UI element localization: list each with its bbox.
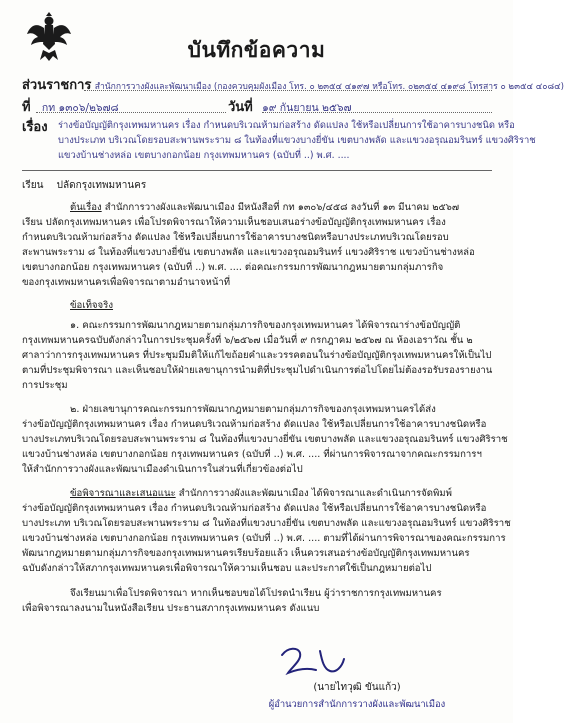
fact-line: ร่างข้อบัญญัติกรุงเทพมหานคร เรื่อง กำหนดบริเวณห้ามก่อสร้าง ดัดแปลง ใช้หรือเปลี่ยนการใช้อาคารบางชนิดหรือ (22, 419, 487, 430)
agency-value: สำนักการวางผังและพัฒนาเมือง (กองควบคุมผังเมือง โทร. ๐ ๒๓๕๔ ๔๑๙๗ หรือโทร. ๐๒๓๕๔ ๔๑๙๘ โทรสาร ๐ ๒๓๕๔ ๔๐๘๔) (94, 82, 564, 92)
signatory-position: ผู้อำนวยการสำนักการวางผังและพัฒนาเมือง (268, 699, 446, 710)
fact-line: การประชุม (22, 380, 68, 391)
origin-line: เรียน ปลัดกรุงเทพมหานคร เพื่อโปรดพิจารณาให้ความเห็นชอบเสนอร่างข้อบัญญัติกรุงเทพมหานคร เรื่อง (22, 217, 446, 228)
consider-line: ร่างข้อบัญญัติกรุงเทพมหานคร เรื่อง กำหนดบริเวณห้ามก่อสร้าง ดัดแปลง ใช้หรือเปลี่ยนการใช้อาคารบางชนิดหรือ (22, 503, 487, 514)
ref-row (22, 96, 119, 117)
fact-1 (22, 318, 492, 393)
date-dotline (262, 112, 492, 113)
to-row (22, 178, 146, 193)
fact-line: ศาลาว่าการกรุงเทพมหานคร ที่ประชุมมีมติให้แก้ไขถ้อยคำและวรรคตอนในร่างข้อบัญญัติกรุงเทพมหานครให้เป็นไป (22, 350, 492, 361)
fact-line: กรุงเทพมหานครฉบับดังกล่าวในการประชุมครั้งที่ ๖/๒๕๖๗ เมื่อวันที่ ๙ กรกฎาคม ๒๕๖๗ ณ ห้องเอราวัณ ชั้น ๒ (22, 335, 473, 346)
to-label: เรียน (22, 180, 44, 191)
fact-line: ๑. คณะกรรมการพัฒนากฎหมายตามกลุ่มภารกิจของกรุงเทพมหานคร ได้พิจารณาร่างข้อบัญญัติ (70, 320, 461, 331)
consideration-section (22, 486, 511, 576)
fact-line: บางประเภทบริเวณโดยรอบสะพานพระราม ๘ ในท้องที่แขวงบางยี่ขัน เขตบางพลัด และแขวงอรุณอมรินทร์ แขวงศิริราช (22, 434, 508, 445)
date-value: ๑๙ กันยายน ๒๕๖๗ (262, 102, 352, 114)
fact-line: ๒. ฝ่ายเลขานุการคณะกรรมการพัฒนากฎหมายตามกลุ่มภารกิจของกรุงเทพมหานครได้ส่ง (70, 404, 436, 415)
subject-line: แขวงบ้านช่างหล่อ เขตบางกอกน้อย กรุงเทพมหานคร (ฉบับที่ ..) พ.ศ. .... (58, 150, 350, 161)
memo-title: บันทึกข้อความ (187, 38, 326, 62)
agency-label: ส่วนราชการ (22, 78, 92, 93)
closing-section (22, 586, 492, 616)
origin-line: สะพานพระราม ๘ ในท้องที่แขวงบางยี่ขัน เขตบางพลัด และแขวงอรุณอมรินทร์ แขวงศิริราช แขวงบ้านช่างหล่อ (22, 247, 475, 258)
origin-line: ของกรุงเทพมหานครเพื่อพิจารณาตามอำนาจหน้าที่ (22, 277, 231, 288)
date-row (228, 96, 351, 117)
fact-line: แขวงบ้านช่างหล่อ เขตบางกอกน้อย กรุงเทพมหานคร (ฉบับที่ ..) พ.ศ. .... ที่ผ่านการพิจารณาจากคณะกรรมการฯ (22, 449, 482, 460)
subject-line: บางประเภท บริเวณโดยรอบสะพานพระราม ๘ ในท้องที่แขวงบางยี่ขัน เขตบางพลัด และแขวงอรุณอมรินทร์ แขวงศิริราช (58, 135, 536, 146)
consider-line: บางประเภท บริเวณโดยรอบสะพานพระราม ๘ ในท้องที่แขวงบางยี่ขัน เขตบางพลัด และแขวงอรุณอมรินทร์ แขวงศิริราช (22, 518, 511, 529)
ref-dotline (36, 112, 226, 113)
subject-label-wrap (22, 116, 48, 137)
consider-line: พัฒนากฎหมายตามกลุ่มภารกิจของกรุงเทพมหานครเรียบร้อยแล้ว เห็นควรเสนอร่างข้อบัญญัติกรุงเทพมหานคร (22, 548, 470, 559)
ref-label: ที่ (22, 100, 31, 115)
origin-line: กำหนดบริเวณห้ามก่อสร้าง ดัดแปลง ใช้หรือเปลี่ยนการใช้อาคารบางชนิดหรือบางประเภทบริเวณโดยรอบ (22, 232, 449, 243)
agency-dotline (84, 90, 492, 91)
facts-heading-wrap (22, 298, 492, 313)
consider-line: แขวงบ้านช่างหล่อ เขตบางกอกน้อย กรุงเทพมหานคร (ฉบับที่ ..) พ.ศ. .... ตามที่ได้ผ่านการพิจารณาของคณะกรรมการ (22, 533, 506, 544)
to-value: ปลัดกรุงเทพมหานคร (56, 180, 147, 191)
closing-line: เพื่อพิจารณาลงนามในหนังสือเรียน ประธานสภากรุงเทพมหานคร ดังแนบ (22, 603, 320, 614)
fact-2 (22, 402, 508, 477)
signatory-name: (นายไทวุฒิ ขันแก้ว) (313, 682, 401, 693)
fact-line: ให้สำนักการวางผังและพัฒนาเมืองดำเนินการในส่วนที่เกี่ยวข้องต่อไป (22, 464, 303, 475)
fact-line: ตามที่ประชุมพิจารณา และเห็นชอบให้ฝ่ายเลขานุการนำมติที่ประชุมไปดำเนินการต่อไปโดยไม่ต้องรอรับรองรายงาน (22, 365, 493, 376)
date-label: วันที่ (228, 100, 253, 115)
subject-text (58, 118, 536, 163)
closing-line: จึงเรียนมาเพื่อโปรดพิจารณา หากเห็นชอบขอได้โปรดนำเรียน ผู้ว่าราชการกรุงเทพมหานคร (70, 588, 442, 599)
agency-row (22, 74, 564, 95)
origin-heading: ต้นเรื่อง (70, 202, 102, 213)
subject-label: เรื่อง (22, 120, 48, 135)
consider-heading: ข้อพิจารณาและเสนอแนะ (70, 488, 176, 499)
header-divider (22, 170, 492, 171)
consider-line: สำนักการวางผังและพัฒนาเมือง ได้พิจารณาและดำเนินการจัดพิมพ์ (178, 488, 452, 499)
origin-section (22, 200, 492, 290)
handwritten-signature (278, 643, 348, 677)
origin-line: สำนักการวางผังและพัฒนาเมือง มีหนังสือที่ กท ๑๓๐๖/๔๕๘ ลงวันที่ ๑๓ มีนาคม ๒๕๖๗ (104, 202, 460, 213)
consider-line: ฉบับดังกล่าวให้สภากรุงเทพมหานครเพื่อพิจารณาให้ความเห็นชอบ และประกาศใช้เป็นกฎหมายต่อไป (22, 563, 432, 574)
subject-line: ร่างข้อบัญญัติกรุงเทพมหานคร เรื่อง กำหนดบริเวณห้ามก่อสร้าง ดัดแปลง ใช้หรือเปลี่ยนการใช้อาคารบางชนิด หรือ (58, 120, 515, 131)
facts-heading: ข้อเท็จจริง (70, 300, 114, 311)
ref-value: กท ๑๓๐๖/๒๖๗๘ (41, 102, 119, 114)
origin-line: เขตบางกอกน้อย กรุงเทพมหานคร (ฉบับที่ ..) พ.ศ. .... ต่อคณะกรรมการพัฒนากฎหมายตามกลุ่มภารกิจ (22, 262, 444, 273)
